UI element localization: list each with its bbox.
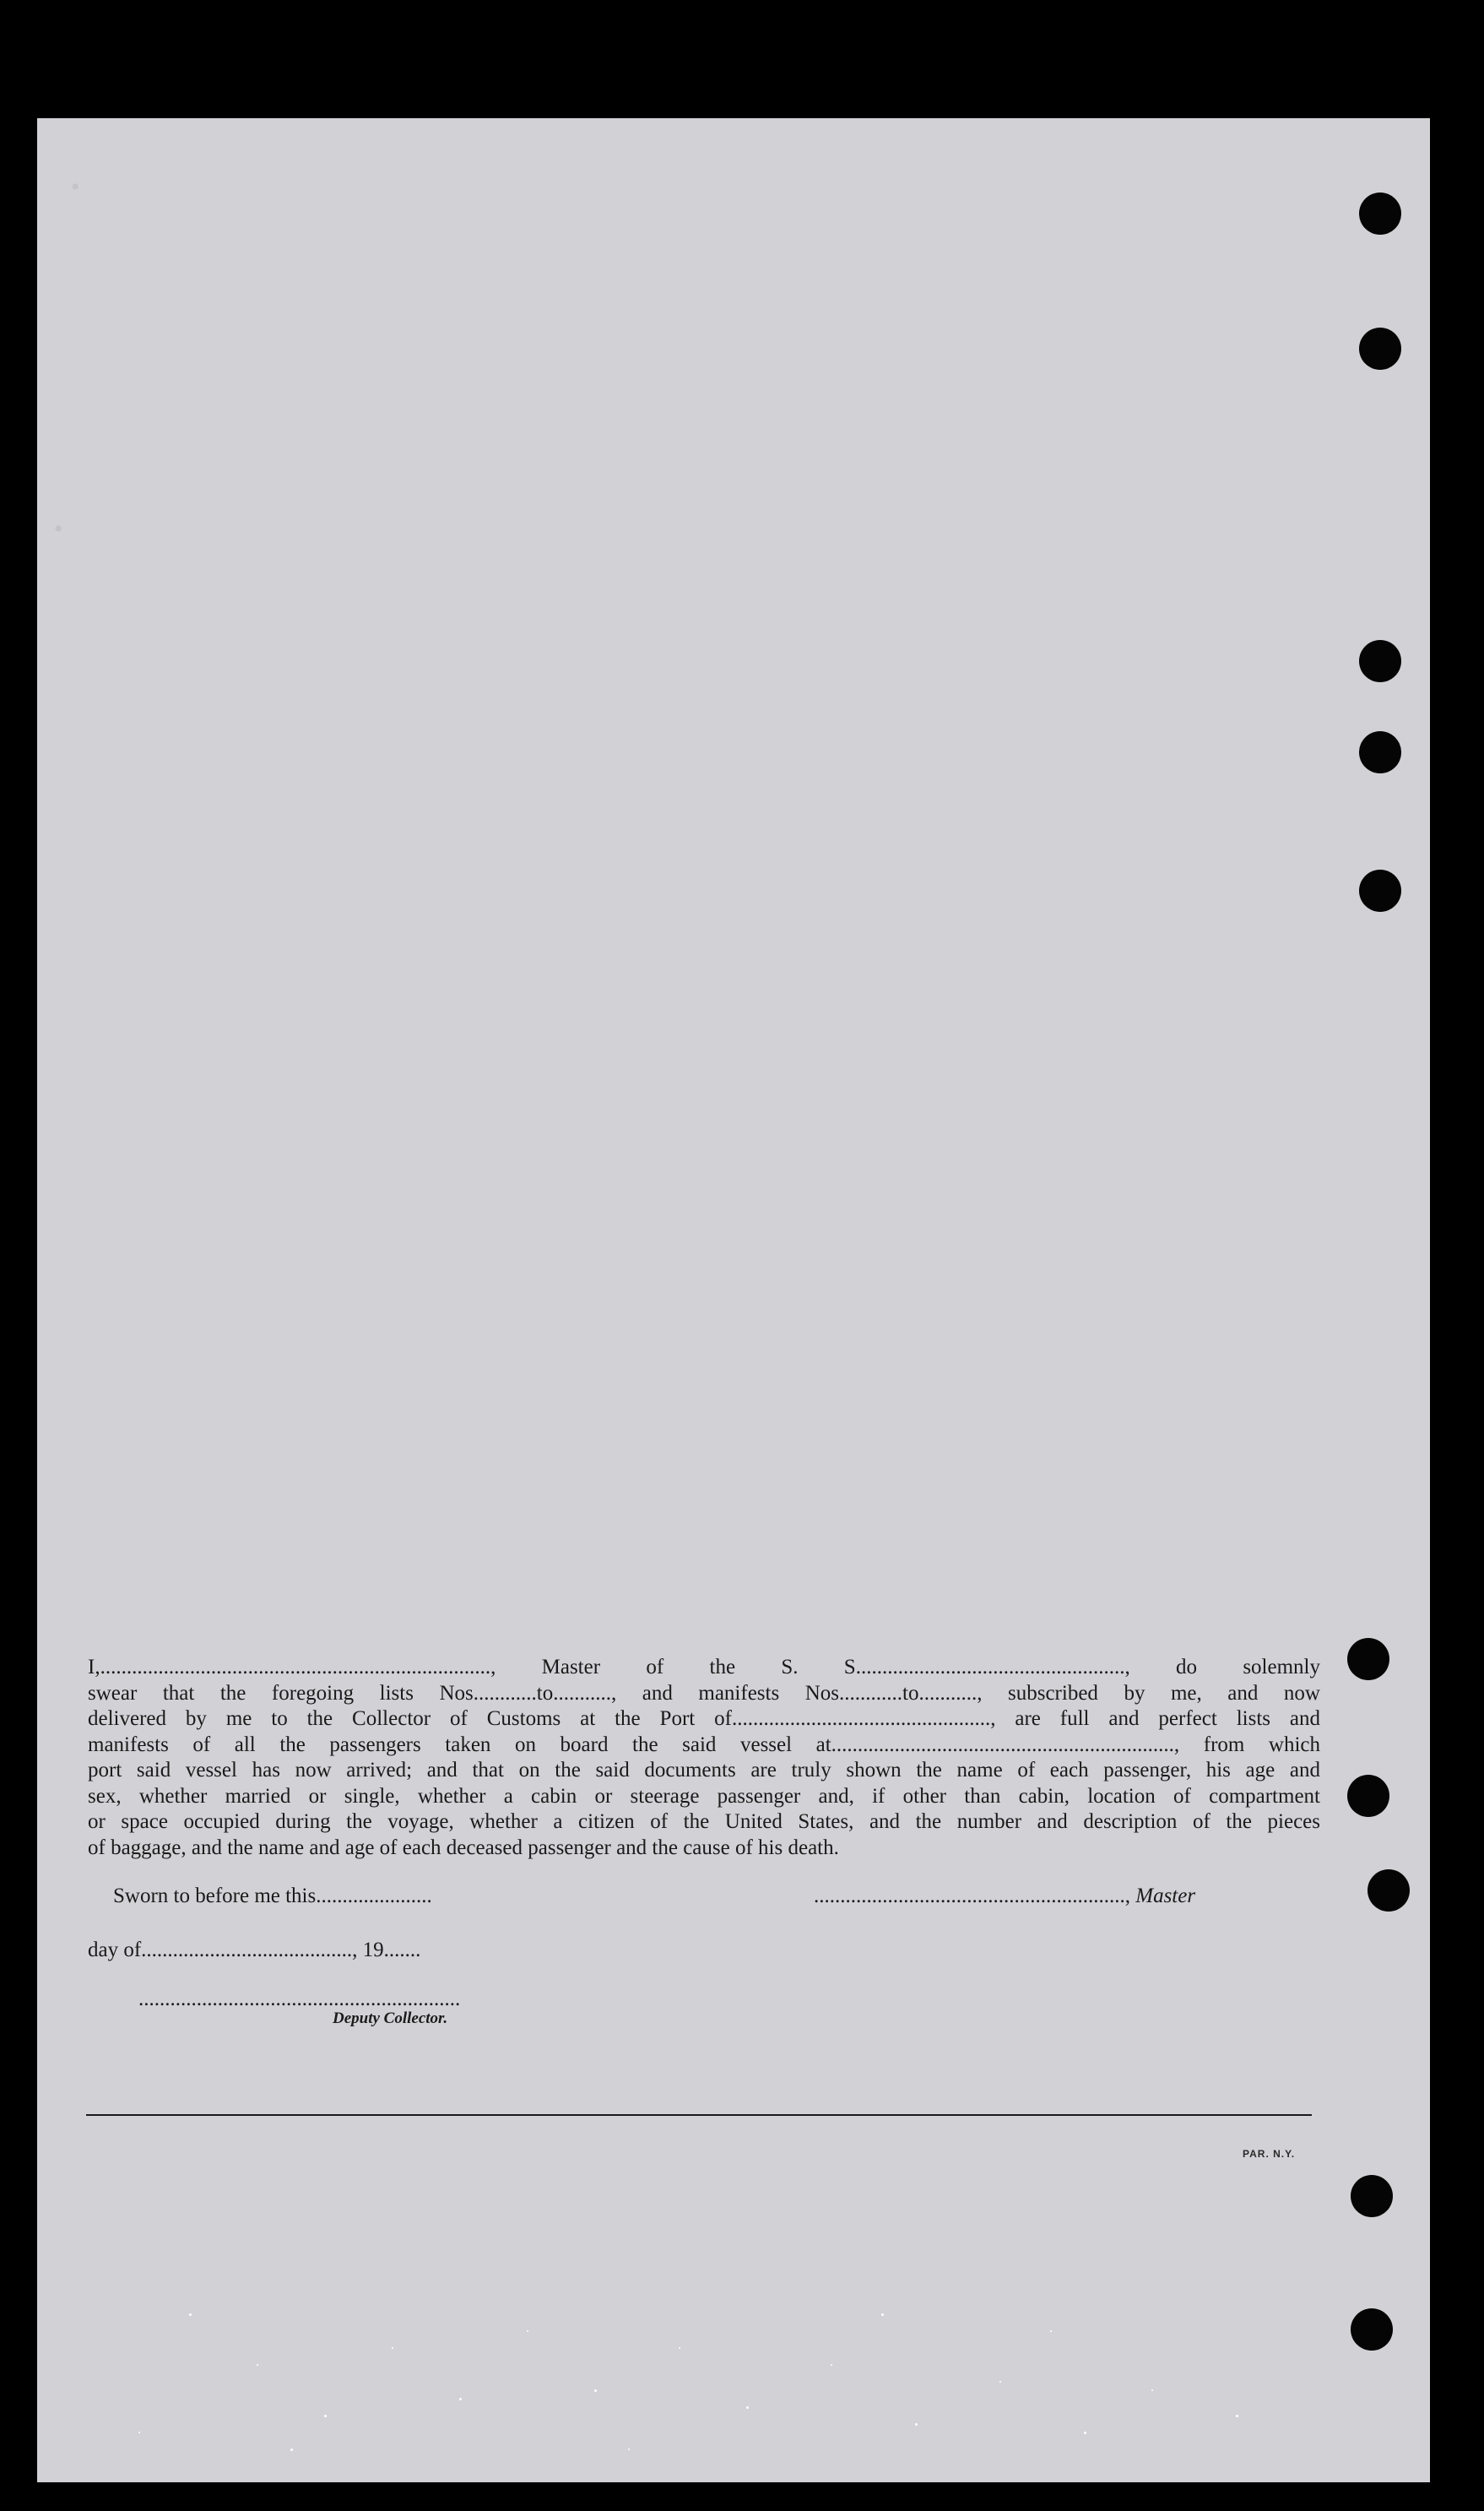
binder-hole-4 xyxy=(1359,731,1401,773)
binder-hole-8 xyxy=(1368,1869,1410,1912)
sworn-before-line: Sworn to before me this...................... xyxy=(113,1885,432,1907)
binder-hole-3 xyxy=(1359,640,1401,682)
binder-hole-2 xyxy=(1359,328,1401,370)
document-page xyxy=(37,118,1430,2482)
oath-line: or space occupied during the voyage, whether a citizen of the United States, and the number and description of the pieces xyxy=(88,1810,1320,1833)
binder-hole-7 xyxy=(1347,1775,1389,1817)
master-label: Master xyxy=(1135,1885,1196,1907)
oath-line: port said vessel has now arrived; and that on the said documents are truly shown the name of each passenger, his age and xyxy=(88,1759,1320,1782)
binder-hole-6 xyxy=(1347,1638,1389,1680)
oath-line: of baggage, and the name and age of each deceased passenger and the cause of his death. xyxy=(88,1836,839,1859)
binder-hole-9 xyxy=(1351,2175,1393,2217)
faint-bleed-through-mark: • xyxy=(71,173,80,201)
oath-line: manifests of all the passengers taken on board the said vessel at................................................................., from which xyxy=(88,1733,1320,1756)
oath-line: delivered by me to the Collector of Customs at the Port of................................................., are full and perfect lists and xyxy=(88,1707,1320,1730)
printer-mark: PAR. N.Y. xyxy=(1243,2148,1296,2160)
master-signature-dots: ..........................................................., xyxy=(814,1885,1136,1907)
deputy-signature-line: ............................................................. xyxy=(138,1988,461,2010)
horizontal-rule xyxy=(86,2114,1312,2116)
deputy-collector-label: Deputy Collector. xyxy=(333,2009,448,2027)
binder-hole-1 xyxy=(1359,193,1401,235)
master-signature-line xyxy=(814,1885,1195,1908)
oath-line: sex, whether married or single, whether a cabin or steerage passenger and, if other than cabin, location of compartment xyxy=(88,1784,1320,1808)
faint-bleed-through-mark: • xyxy=(54,515,63,543)
oath-line: swear that the foregoing lists Nos............to..........., and manifests Nos............to..........., subscribed by me, and now xyxy=(88,1681,1320,1705)
binder-hole-10 xyxy=(1351,2308,1393,2351)
oath-line: I,.........................................................................., Master of the S. S..................................................., do solemnly xyxy=(88,1656,1320,1679)
day-of-line: day of........................................, 19....... xyxy=(88,1939,421,1961)
binder-hole-5 xyxy=(1359,870,1401,912)
oath-paragraph xyxy=(88,1655,1320,1861)
